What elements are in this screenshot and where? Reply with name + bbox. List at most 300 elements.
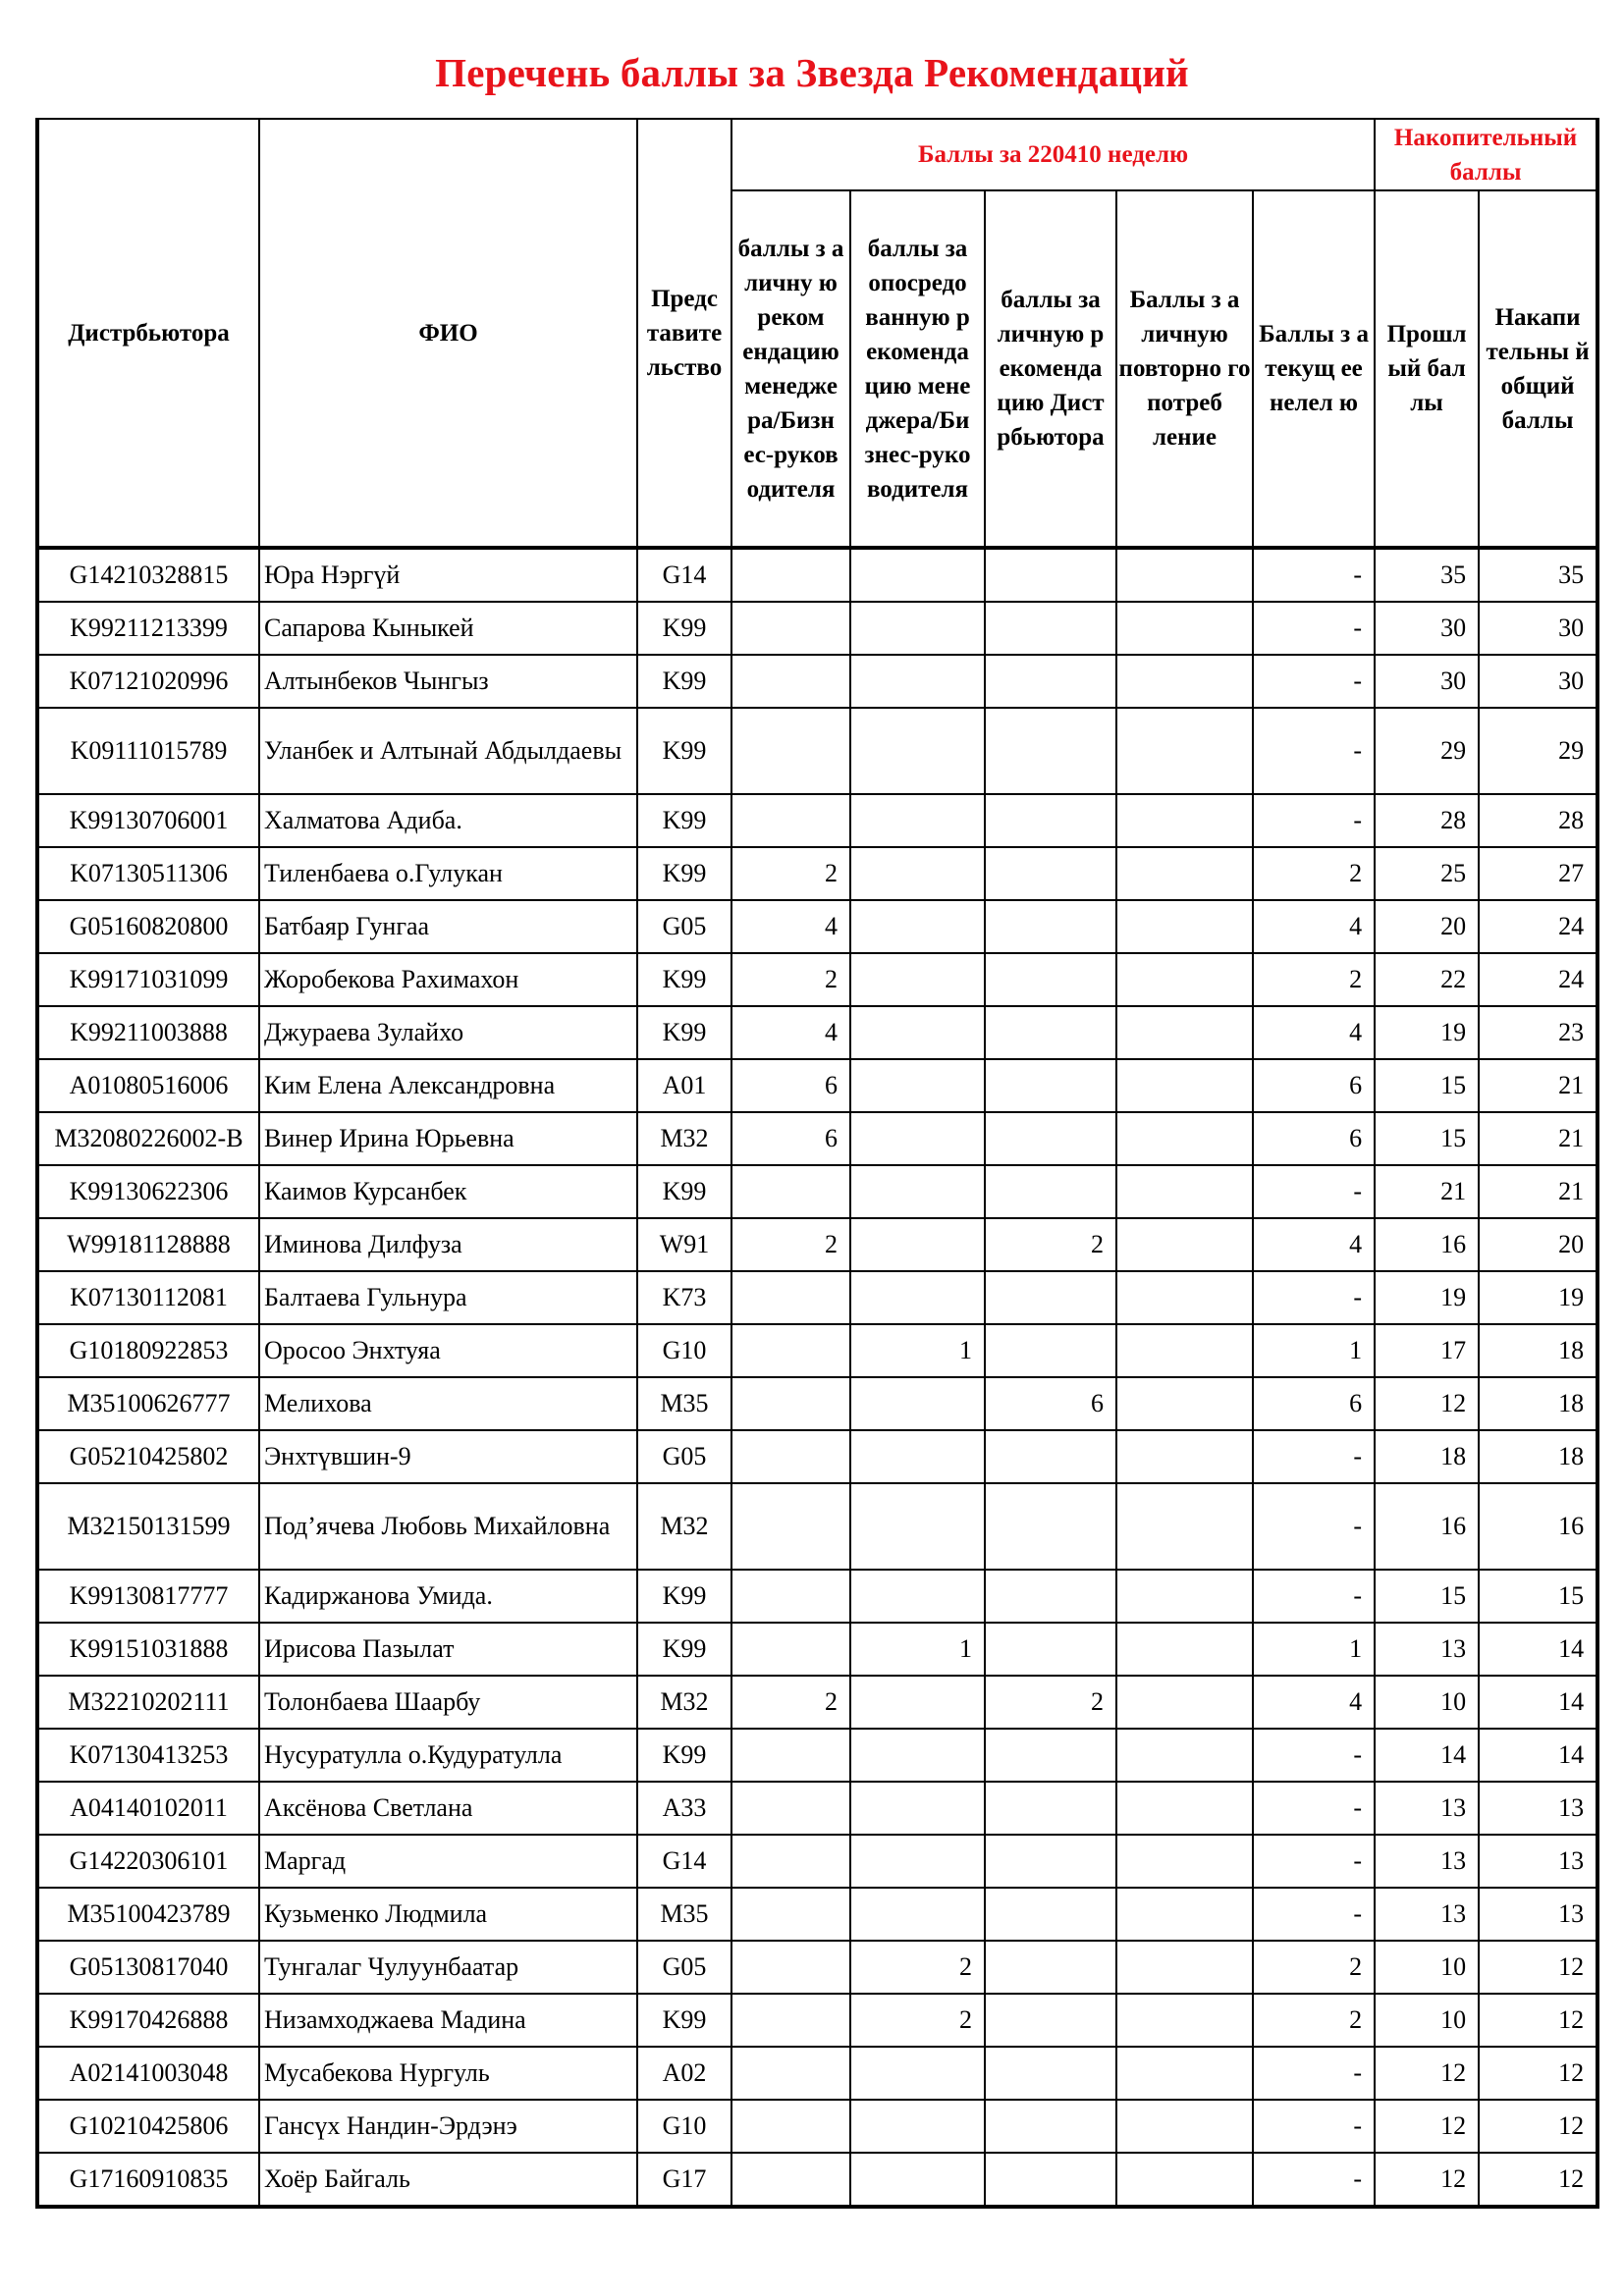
- name-cell: Батбаяр Гунгаа: [259, 900, 637, 953]
- table-row: [37, 1782, 1597, 1835]
- personal-distributor-cell: [985, 708, 1116, 794]
- total-cell: 14: [1479, 1623, 1597, 1676]
- personal-distributor-cell: [985, 1483, 1116, 1570]
- current-week-cell: -: [1253, 1570, 1375, 1623]
- table-row: [37, 1483, 1597, 1570]
- name-cell: Нусуратулла о.Кудуратулла: [259, 1729, 637, 1782]
- total-cell: 18: [1479, 1324, 1597, 1377]
- distributor-id-cell: K07121020996: [37, 655, 259, 708]
- previous-cell: 13: [1375, 1623, 1479, 1676]
- previous-cell: 12: [1375, 2047, 1479, 2100]
- page-title: Перечень баллы за Звезда Рекомендаций: [435, 50, 1189, 95]
- indirect-manager-cell: [850, 1729, 985, 1782]
- indirect-manager-cell: [850, 1570, 985, 1623]
- current-week-cell: -: [1253, 1430, 1375, 1483]
- previous-cell: 13: [1375, 1782, 1479, 1835]
- repeat-consumption-cell: [1116, 2047, 1253, 2100]
- header-total: Накапи тельны й общий баллы: [1479, 190, 1597, 548]
- table-row: [37, 708, 1597, 794]
- distributor-id-cell: W99181128888: [37, 1218, 259, 1271]
- table-row: [37, 1994, 1597, 2047]
- distributor-id-cell: A01080516006: [37, 1059, 259, 1112]
- repeat-consumption-cell: [1116, 1782, 1253, 1835]
- total-cell: 27: [1479, 847, 1597, 900]
- repeat-consumption-cell: [1116, 900, 1253, 953]
- personal-manager-cell: [731, 655, 850, 708]
- personal-distributor-cell: [985, 1835, 1116, 1888]
- current-week-cell: 6: [1253, 1112, 1375, 1165]
- table-row: [37, 602, 1597, 655]
- distributor-id-cell: G17160910835: [37, 2153, 259, 2207]
- personal-manager-cell: [731, 1271, 850, 1324]
- total-cell: 16: [1479, 1483, 1597, 1570]
- personal-manager-cell: [731, 602, 850, 655]
- personal-distributor-cell: [985, 1729, 1116, 1782]
- name-cell: Низамходжаева Мадина: [259, 1994, 637, 2047]
- table-row: [37, 2153, 1597, 2207]
- indirect-manager-cell: [850, 602, 985, 655]
- total-cell: 21: [1479, 1112, 1597, 1165]
- table-row: [37, 548, 1597, 602]
- repeat-consumption-cell: [1116, 1676, 1253, 1729]
- total-cell: 21: [1479, 1059, 1597, 1112]
- previous-cell: 14: [1375, 1729, 1479, 1782]
- current-week-cell: -: [1253, 2100, 1375, 2153]
- total-cell: 12: [1479, 2100, 1597, 2153]
- table-row: [37, 1271, 1597, 1324]
- personal-distributor-cell: [985, 1941, 1116, 1994]
- repeat-consumption-cell: [1116, 602, 1253, 655]
- name-cell: Балтаева Гульнура: [259, 1271, 637, 1324]
- previous-cell: 10: [1375, 1676, 1479, 1729]
- personal-distributor-cell: [985, 1994, 1116, 2047]
- previous-cell: 13: [1375, 1835, 1479, 1888]
- previous-cell: 16: [1375, 1218, 1479, 1271]
- header-distributor: Дистрбьютора: [37, 119, 259, 548]
- table-row: [37, 1218, 1597, 1271]
- previous-cell: 16: [1375, 1483, 1479, 1570]
- personal-distributor-cell: [985, 794, 1116, 847]
- personal-distributor-cell: [985, 1782, 1116, 1835]
- distributor-id-cell: M32080226002-B: [37, 1112, 259, 1165]
- previous-cell: 10: [1375, 1941, 1479, 1994]
- personal-distributor-cell: [985, 2100, 1116, 2153]
- representation-cell: G05: [637, 1941, 731, 1994]
- total-cell: 30: [1479, 602, 1597, 655]
- current-week-cell: 1: [1253, 1623, 1375, 1676]
- table-row: [37, 847, 1597, 900]
- name-cell: Кузьменко Людмила: [259, 1888, 637, 1941]
- indirect-manager-cell: [850, 1430, 985, 1483]
- current-week-cell: 4: [1253, 1676, 1375, 1729]
- previous-cell: 19: [1375, 1006, 1479, 1059]
- personal-manager-cell: [731, 1324, 850, 1377]
- distributor-id-cell: K99130817777: [37, 1570, 259, 1623]
- indirect-manager-cell: [850, 2100, 985, 2153]
- previous-cell: 12: [1375, 2153, 1479, 2207]
- indirect-manager-cell: [850, 1782, 985, 1835]
- representation-cell: G14: [637, 1835, 731, 1888]
- current-week-cell: 2: [1253, 1941, 1375, 1994]
- current-week-cell: -: [1253, 2153, 1375, 2207]
- personal-manager-cell: [731, 1570, 850, 1623]
- name-cell: Мусабекова Нургуль: [259, 2047, 637, 2100]
- current-week-cell: -: [1253, 1271, 1375, 1324]
- repeat-consumption-cell: [1116, 1165, 1253, 1218]
- indirect-manager-cell: 2: [850, 1994, 985, 2047]
- repeat-consumption-cell: [1116, 1729, 1253, 1782]
- personal-manager-cell: [731, 548, 850, 602]
- representation-cell: K99: [637, 1165, 731, 1218]
- score-table: [35, 118, 1599, 2209]
- indirect-manager-cell: [850, 1006, 985, 1059]
- personal-distributor-cell: [985, 602, 1116, 655]
- current-week-cell: -: [1253, 1165, 1375, 1218]
- total-cell: 24: [1479, 953, 1597, 1006]
- representation-cell: K99: [637, 794, 731, 847]
- distributor-id-cell: K07130413253: [37, 1729, 259, 1782]
- previous-cell: 28: [1375, 794, 1479, 847]
- indirect-manager-cell: 1: [850, 1623, 985, 1676]
- representation-cell: K99: [637, 655, 731, 708]
- repeat-consumption-cell: [1116, 1377, 1253, 1430]
- table-row: [37, 1006, 1597, 1059]
- distributor-id-cell: K99211213399: [37, 602, 259, 655]
- name-cell: Оросоо Энхтуяа: [259, 1324, 637, 1377]
- distributor-id-cell: A02141003048: [37, 2047, 259, 2100]
- header-personal-manager: баллы з а личну ю реком ендацию менедже ра/Бизн ес-руков одителя: [731, 190, 850, 548]
- repeat-consumption-cell: [1116, 1570, 1253, 1623]
- distributor-id-cell: K99130706001: [37, 794, 259, 847]
- representation-cell: G14: [637, 548, 731, 602]
- previous-cell: 22: [1375, 953, 1479, 1006]
- representation-cell: M35: [637, 1377, 731, 1430]
- indirect-manager-cell: [850, 900, 985, 953]
- previous-cell: 20: [1375, 900, 1479, 953]
- personal-manager-cell: [731, 2047, 850, 2100]
- repeat-consumption-cell: [1116, 794, 1253, 847]
- personal-manager-cell: [731, 1377, 850, 1430]
- previous-cell: 17: [1375, 1324, 1479, 1377]
- representation-cell: K99: [637, 708, 731, 794]
- header-current-week: Баллы з а текущ ее нелел ю: [1253, 190, 1375, 548]
- name-cell: Юра Нэргүй: [259, 548, 637, 602]
- indirect-manager-cell: [850, 1218, 985, 1271]
- header-personal-distributor: баллы за личную р екоменда цию Дист рбьютора: [985, 190, 1116, 548]
- previous-cell: 30: [1375, 602, 1479, 655]
- indirect-manager-cell: [850, 794, 985, 847]
- representation-cell: K99: [637, 1994, 731, 2047]
- total-cell: 35: [1479, 548, 1597, 602]
- header-representation: Предс тавите льство: [637, 119, 731, 548]
- previous-cell: 12: [1375, 2100, 1479, 2153]
- name-cell: Алтынбеков Чынгыз: [259, 655, 637, 708]
- personal-distributor-cell: [985, 847, 1116, 900]
- current-week-cell: -: [1253, 794, 1375, 847]
- previous-cell: 25: [1375, 847, 1479, 900]
- name-cell: Иминова Дилфуза: [259, 1218, 637, 1271]
- representation-cell: K73: [637, 1271, 731, 1324]
- total-cell: 23: [1479, 1006, 1597, 1059]
- personal-distributor-cell: [985, 1623, 1116, 1676]
- representation-cell: G17: [637, 2153, 731, 2207]
- repeat-consumption-cell: [1116, 1888, 1253, 1941]
- name-cell: Мелихова: [259, 1377, 637, 1430]
- distributor-id-cell: K09111015789: [37, 708, 259, 794]
- table-row: [37, 1059, 1597, 1112]
- indirect-manager-cell: [850, 548, 985, 602]
- total-cell: 13: [1479, 1782, 1597, 1835]
- table-row: [37, 953, 1597, 1006]
- personal-distributor-cell: [985, 1271, 1116, 1324]
- previous-cell: 10: [1375, 1994, 1479, 2047]
- total-cell: 12: [1479, 1994, 1597, 2047]
- total-cell: 14: [1479, 1676, 1597, 1729]
- repeat-consumption-cell: [1116, 847, 1253, 900]
- personal-distributor-cell: [985, 1059, 1116, 1112]
- previous-cell: 29: [1375, 708, 1479, 794]
- personal-manager-cell: 2: [731, 1218, 850, 1271]
- distributor-id-cell: G05210425802: [37, 1430, 259, 1483]
- distributor-id-cell: G05160820800: [37, 900, 259, 953]
- indirect-manager-cell: [850, 2153, 985, 2207]
- current-week-cell: -: [1253, 708, 1375, 794]
- personal-distributor-cell: [985, 953, 1116, 1006]
- personal-distributor-cell: 2: [985, 1676, 1116, 1729]
- repeat-consumption-cell: [1116, 953, 1253, 1006]
- distributor-id-cell: G14210328815: [37, 548, 259, 602]
- total-cell: 13: [1479, 1835, 1597, 1888]
- previous-cell: 30: [1375, 655, 1479, 708]
- table-row: [37, 1835, 1597, 1888]
- header-name: ФИО: [259, 119, 637, 548]
- current-week-cell: 1: [1253, 1324, 1375, 1377]
- name-cell: Гансүх Нандин-Эрдэнэ: [259, 2100, 637, 2153]
- repeat-consumption-cell: [1116, 1835, 1253, 1888]
- representation-cell: A33: [637, 1782, 731, 1835]
- distributor-id-cell: G10210425806: [37, 2100, 259, 2153]
- name-cell: Халматова Адиба.: [259, 794, 637, 847]
- personal-manager-cell: [731, 708, 850, 794]
- current-week-cell: -: [1253, 1483, 1375, 1570]
- name-cell: Жоробекова Рахимахон: [259, 953, 637, 1006]
- table-row: [37, 1430, 1597, 1483]
- previous-cell: 35: [1375, 548, 1479, 602]
- table-row: [37, 1377, 1597, 1430]
- repeat-consumption-cell: [1116, 1059, 1253, 1112]
- table-row: [37, 1729, 1597, 1782]
- personal-manager-cell: 6: [731, 1059, 850, 1112]
- personal-manager-cell: [731, 2153, 850, 2207]
- name-cell: Уланбек и Алтынай Абдылдаевы: [259, 708, 637, 794]
- name-cell: Аксёнова Светлана: [259, 1782, 637, 1835]
- current-week-cell: 2: [1253, 847, 1375, 900]
- representation-cell: G10: [637, 2100, 731, 2153]
- table-row: [37, 900, 1597, 953]
- personal-manager-cell: 4: [731, 900, 850, 953]
- current-week-cell: 6: [1253, 1059, 1375, 1112]
- indirect-manager-cell: [850, 1888, 985, 1941]
- representation-cell: K99: [637, 1570, 731, 1623]
- current-week-cell: -: [1253, 548, 1375, 602]
- total-cell: 12: [1479, 1941, 1597, 1994]
- current-week-cell: 4: [1253, 1006, 1375, 1059]
- previous-cell: 13: [1375, 1888, 1479, 1941]
- personal-distributor-cell: [985, 1430, 1116, 1483]
- personal-manager-cell: 2: [731, 953, 850, 1006]
- indirect-manager-cell: 2: [850, 1941, 985, 1994]
- personal-manager-cell: [731, 794, 850, 847]
- total-cell: 18: [1479, 1377, 1597, 1430]
- personal-distributor-cell: [985, 655, 1116, 708]
- table-row: [37, 1570, 1597, 1623]
- representation-cell: K99: [637, 953, 731, 1006]
- name-cell: Ирисова Пазылат: [259, 1623, 637, 1676]
- personal-manager-cell: 2: [731, 847, 850, 900]
- indirect-manager-cell: [850, 1271, 985, 1324]
- current-week-cell: -: [1253, 602, 1375, 655]
- current-week-cell: -: [1253, 1782, 1375, 1835]
- total-cell: 14: [1479, 1729, 1597, 1782]
- total-cell: 30: [1479, 655, 1597, 708]
- distributor-id-cell: M32150131599: [37, 1483, 259, 1570]
- indirect-manager-cell: [850, 1835, 985, 1888]
- table-row: [37, 1623, 1597, 1676]
- repeat-consumption-cell: [1116, 655, 1253, 708]
- previous-cell: 19: [1375, 1271, 1479, 1324]
- total-cell: 20: [1479, 1218, 1597, 1271]
- personal-manager-cell: 6: [731, 1112, 850, 1165]
- representation-cell: K99: [637, 602, 731, 655]
- personal-manager-cell: [731, 1941, 850, 1994]
- representation-cell: K99: [637, 1729, 731, 1782]
- previous-cell: 12: [1375, 1377, 1479, 1430]
- name-cell: Маргад: [259, 1835, 637, 1888]
- header-cumulative-group: Накопительный баллы: [1375, 119, 1597, 190]
- representation-cell: M32: [637, 1112, 731, 1165]
- total-cell: 13: [1479, 1888, 1597, 1941]
- personal-distributor-cell: [985, 2153, 1116, 2207]
- personal-manager-cell: [731, 2100, 850, 2153]
- personal-distributor-cell: 2: [985, 1218, 1116, 1271]
- representation-cell: M32: [637, 1676, 731, 1729]
- current-week-cell: 4: [1253, 1218, 1375, 1271]
- personal-manager-cell: [731, 1165, 850, 1218]
- table-row: [37, 1941, 1597, 1994]
- total-cell: 28: [1479, 794, 1597, 847]
- representation-cell: M32: [637, 1483, 731, 1570]
- previous-cell: 15: [1375, 1059, 1479, 1112]
- personal-manager-cell: [731, 1835, 850, 1888]
- table-row: [37, 2047, 1597, 2100]
- current-week-cell: -: [1253, 1835, 1375, 1888]
- representation-cell: G05: [637, 1430, 731, 1483]
- indirect-manager-cell: [850, 2047, 985, 2100]
- header-week-group: Баллы за 220410 неделю: [731, 119, 1375, 190]
- personal-distributor-cell: [985, 2047, 1116, 2100]
- total-cell: 12: [1479, 2047, 1597, 2100]
- personal-distributor-cell: [985, 1888, 1116, 1941]
- representation-cell: M35: [637, 1888, 731, 1941]
- distributor-id-cell: K99151031888: [37, 1623, 259, 1676]
- personal-manager-cell: [731, 1888, 850, 1941]
- previous-cell: 18: [1375, 1430, 1479, 1483]
- name-cell: Джураева Зулайхо: [259, 1006, 637, 1059]
- indirect-manager-cell: [850, 708, 985, 794]
- personal-manager-cell: [731, 1623, 850, 1676]
- total-cell: 12: [1479, 2153, 1597, 2207]
- personal-manager-cell: 4: [731, 1006, 850, 1059]
- name-cell: Каимов Курсанбек: [259, 1165, 637, 1218]
- header-repeat-consumption: Баллы з а личную повторно го потреб ление: [1116, 190, 1253, 548]
- repeat-consumption-cell: [1116, 1112, 1253, 1165]
- previous-cell: 15: [1375, 1112, 1479, 1165]
- distributor-id-cell: M35100626777: [37, 1377, 259, 1430]
- current-week-cell: -: [1253, 655, 1375, 708]
- indirect-manager-cell: [850, 1483, 985, 1570]
- name-cell: Сапарова Кыныкей: [259, 602, 637, 655]
- header-previous: Прошл ый бал лы: [1375, 190, 1479, 548]
- indirect-manager-cell: [850, 953, 985, 1006]
- total-cell: 24: [1479, 900, 1597, 953]
- repeat-consumption-cell: [1116, 1006, 1253, 1059]
- distributor-id-cell: G14220306101: [37, 1835, 259, 1888]
- distributor-id-cell: A04140102011: [37, 1782, 259, 1835]
- personal-manager-cell: [731, 1483, 850, 1570]
- distributor-id-cell: K99211003888: [37, 1006, 259, 1059]
- personal-distributor-cell: [985, 1006, 1116, 1059]
- table-row: [37, 2100, 1597, 2153]
- current-week-cell: -: [1253, 1729, 1375, 1782]
- representation-cell: W91: [637, 1218, 731, 1271]
- total-cell: 18: [1479, 1430, 1597, 1483]
- distributor-id-cell: K99171031099: [37, 953, 259, 1006]
- name-cell: Винер Ирина Юрьевна: [259, 1112, 637, 1165]
- table-row: [37, 1165, 1597, 1218]
- current-week-cell: 6: [1253, 1377, 1375, 1430]
- total-cell: 19: [1479, 1271, 1597, 1324]
- personal-distributor-cell: [985, 1112, 1116, 1165]
- name-cell: Хоёр Байгаль: [259, 2153, 637, 2207]
- distributor-id-cell: K99170426888: [37, 1994, 259, 2047]
- distributor-id-cell: M32210202111: [37, 1676, 259, 1729]
- total-cell: 29: [1479, 708, 1597, 794]
- current-week-cell: 2: [1253, 1994, 1375, 2047]
- repeat-consumption-cell: [1116, 1941, 1253, 1994]
- current-week-cell: -: [1253, 1888, 1375, 1941]
- current-week-cell: 2: [1253, 953, 1375, 1006]
- indirect-manager-cell: [850, 1059, 985, 1112]
- representation-cell: K99: [637, 1623, 731, 1676]
- representation-cell: K99: [637, 847, 731, 900]
- distributor-id-cell: K07130112081: [37, 1271, 259, 1324]
- name-cell: Тунгалаг Чулуунбаатар: [259, 1941, 637, 1994]
- indirect-manager-cell: 1: [850, 1324, 985, 1377]
- personal-distributor-cell: [985, 1165, 1116, 1218]
- total-cell: 21: [1479, 1165, 1597, 1218]
- indirect-manager-cell: [850, 1165, 985, 1218]
- current-week-cell: -: [1253, 2047, 1375, 2100]
- repeat-consumption-cell: [1116, 708, 1253, 794]
- repeat-consumption-cell: [1116, 1483, 1253, 1570]
- name-cell: Ким Елена Александровна: [259, 1059, 637, 1112]
- personal-distributor-cell: [985, 1570, 1116, 1623]
- personal-distributor-cell: [985, 1324, 1116, 1377]
- header-indirect-manager: баллы за опосредо ванную р екоменда цию мене джера/Би знес-руко водителя: [850, 190, 985, 548]
- indirect-manager-cell: [850, 847, 985, 900]
- repeat-consumption-cell: [1116, 1430, 1253, 1483]
- distributor-id-cell: G10180922853: [37, 1324, 259, 1377]
